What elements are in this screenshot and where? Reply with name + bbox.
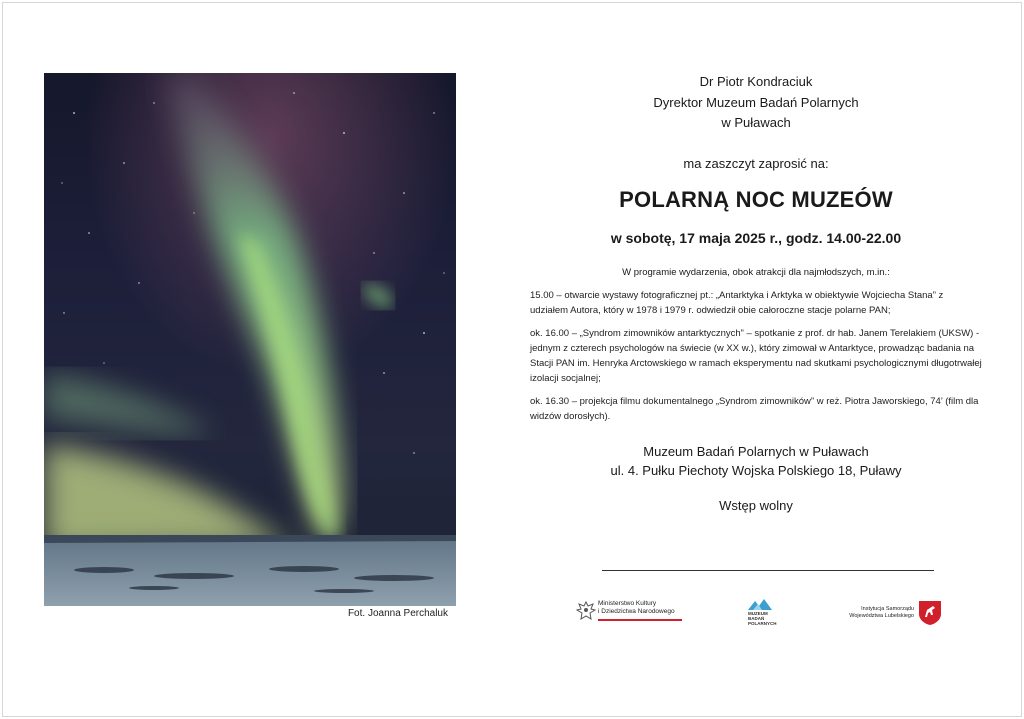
region-logo-line: Instytucja Samorządu [861, 606, 914, 612]
program-item: ok. 16.00 – „Syndrom zimowników antarktycznych” – spotkanie z prof. dr hab. Janem Terelakiem (UKSW) - jednym z czterech psychologów na świecie (w XX w.), który zimował w Antarktyce, prowadząc badania na Stacji PAN im. Henryka Arctowskiego w ramach eksperymentu nad skutkami psychologicznymi długotrwałej izolacji socjalnej; [530, 327, 982, 384]
museum-logo-line: BADAŃ [748, 616, 765, 621]
museum-logo-line: POLARNYCH [748, 621, 777, 626]
coat-of-arms-icon [918, 600, 942, 626]
region-logo-line: Województwa Lubelskiego [849, 613, 914, 619]
ministry-red-bar [598, 619, 682, 621]
invite-line: ma zaszczyt zaprosić na: [683, 155, 829, 171]
host-block [530, 72, 982, 134]
program-item: ok. 16.30 – projekcja filmu dokumentalnego „Syndrom zimowników” w reż. Piotra Jaworskiego, 74’ (film dla widzów dorosłych). [530, 395, 979, 422]
divider-line [602, 570, 934, 571]
venue-address: ul. 4. Pułku Piechoty Wojska Polskiego 18, Puławy [610, 462, 902, 478]
program-intro: W programie wydarzenia, obok atrakcji dla najmłodszych, m.in.: [622, 266, 890, 278]
program-item: 15.00 – otwarcie wystawy fotograficznej pt.: „Antarktyka i Arktyka w obiektywie Wojciecha Stana” z udziałem Autora, który w 1978 i 1979 r. odwiedził obie całoroczne stacje polarne PAN; [530, 289, 944, 316]
invitation-content [530, 72, 982, 513]
event-date: w sobotę, 17 maja 2025 r., godz. 14.00-22.00 [610, 229, 902, 246]
event-title: POLARNĄ NOC MUZEÓW [619, 186, 893, 212]
museum-logo [744, 598, 784, 628]
host-role: Dyrektor Muzeum Badań Polarnych [653, 94, 859, 110]
ministry-logo [576, 598, 686, 624]
mountain-icon [748, 598, 772, 610]
venue-name: Muzeum Badań Polarnych w Puławach [643, 443, 869, 459]
museum-logo-line: MUZEUM [748, 611, 768, 616]
eagle-emblem-icon [576, 600, 596, 622]
host-name: Dr Piotr Kondraciuk [699, 74, 813, 89]
region-logo [848, 600, 948, 628]
aurora-photo [44, 73, 456, 606]
venue-block [530, 442, 982, 480]
entry-note: Wstęp wolny [719, 497, 793, 513]
host-place: w Puławach [721, 115, 791, 130]
ministry-logo-line: i Dziedzictwa Narodowego [598, 608, 675, 615]
photo-credit: Fot. Joanna Perchaluk [347, 608, 448, 619]
ministry-logo-line: Ministerstwo Kultury [598, 600, 657, 607]
